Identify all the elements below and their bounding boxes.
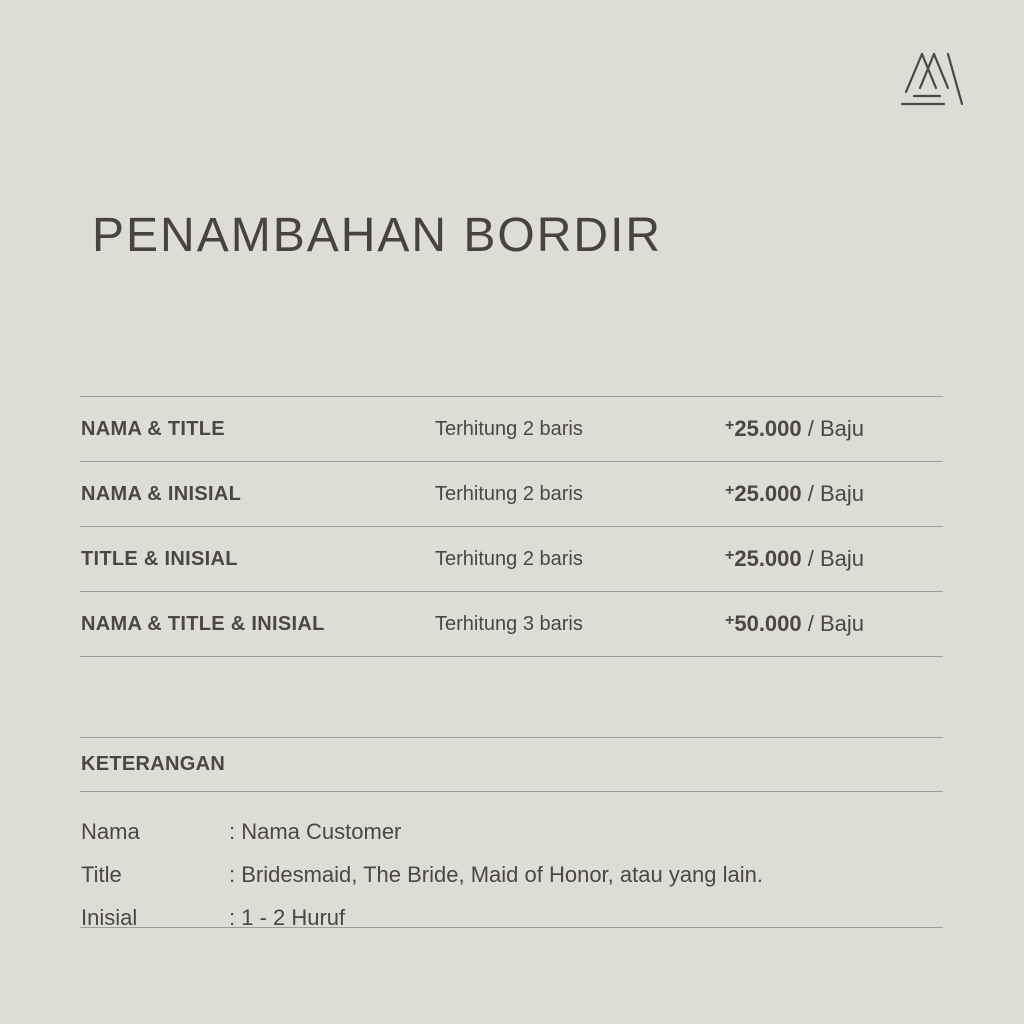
price-unit: / Baju <box>801 546 865 571</box>
price-unit: / Baju <box>801 481 865 506</box>
notes-header <box>80 737 943 792</box>
option-price <box>725 481 864 507</box>
price-table <box>80 396 943 657</box>
option-description: Terhitung 2 baris <box>435 547 583 570</box>
notes-section <box>80 737 943 928</box>
note-key: Inisial <box>81 904 138 930</box>
price-amount: 50.000 <box>734 611 802 636</box>
table-row <box>80 461 943 526</box>
brand-logo-icon <box>900 48 966 108</box>
price-unit: / Baju <box>801 416 865 441</box>
note-value: : 1 - 2 Huruf <box>229 904 346 930</box>
option-price <box>725 611 864 637</box>
page-title: PENAMBAHAN BORDIR <box>92 209 663 262</box>
list-item <box>80 853 943 896</box>
notes-heading: KETERANGAN <box>81 753 226 775</box>
price-sign: + <box>725 417 735 434</box>
table-row <box>80 396 943 461</box>
price-unit: / Baju <box>801 611 865 636</box>
price-sign: + <box>725 547 735 564</box>
price-amount: 25.000 <box>734 546 802 571</box>
note-value: : Nama Customer <box>229 818 402 844</box>
note-key: Title <box>81 861 122 887</box>
note-key: Nama <box>81 818 140 844</box>
option-name: NAMA & INISIAL <box>81 482 242 505</box>
option-name: NAMA & TITLE <box>81 417 225 440</box>
price-sign: + <box>725 482 735 499</box>
option-description: Terhitung 2 baris <box>435 482 583 505</box>
option-price <box>725 546 864 572</box>
list-item <box>80 896 943 939</box>
option-description: Terhitung 3 baris <box>435 612 583 635</box>
option-description: Terhitung 2 baris <box>435 417 583 440</box>
option-name: TITLE & INISIAL <box>81 547 238 570</box>
table-row <box>80 526 943 591</box>
notes-list <box>80 792 943 928</box>
price-sign: + <box>725 612 735 629</box>
list-item <box>80 810 943 853</box>
note-value: : Bridesmaid, The Bride, Maid of Honor, atau yang lain. <box>229 861 763 887</box>
option-price <box>725 416 864 442</box>
option-name: NAMA & TITLE & INISIAL <box>81 612 325 635</box>
price-amount: 25.000 <box>734 481 802 506</box>
table-row <box>80 591 943 657</box>
price-amount: 25.000 <box>734 416 802 441</box>
